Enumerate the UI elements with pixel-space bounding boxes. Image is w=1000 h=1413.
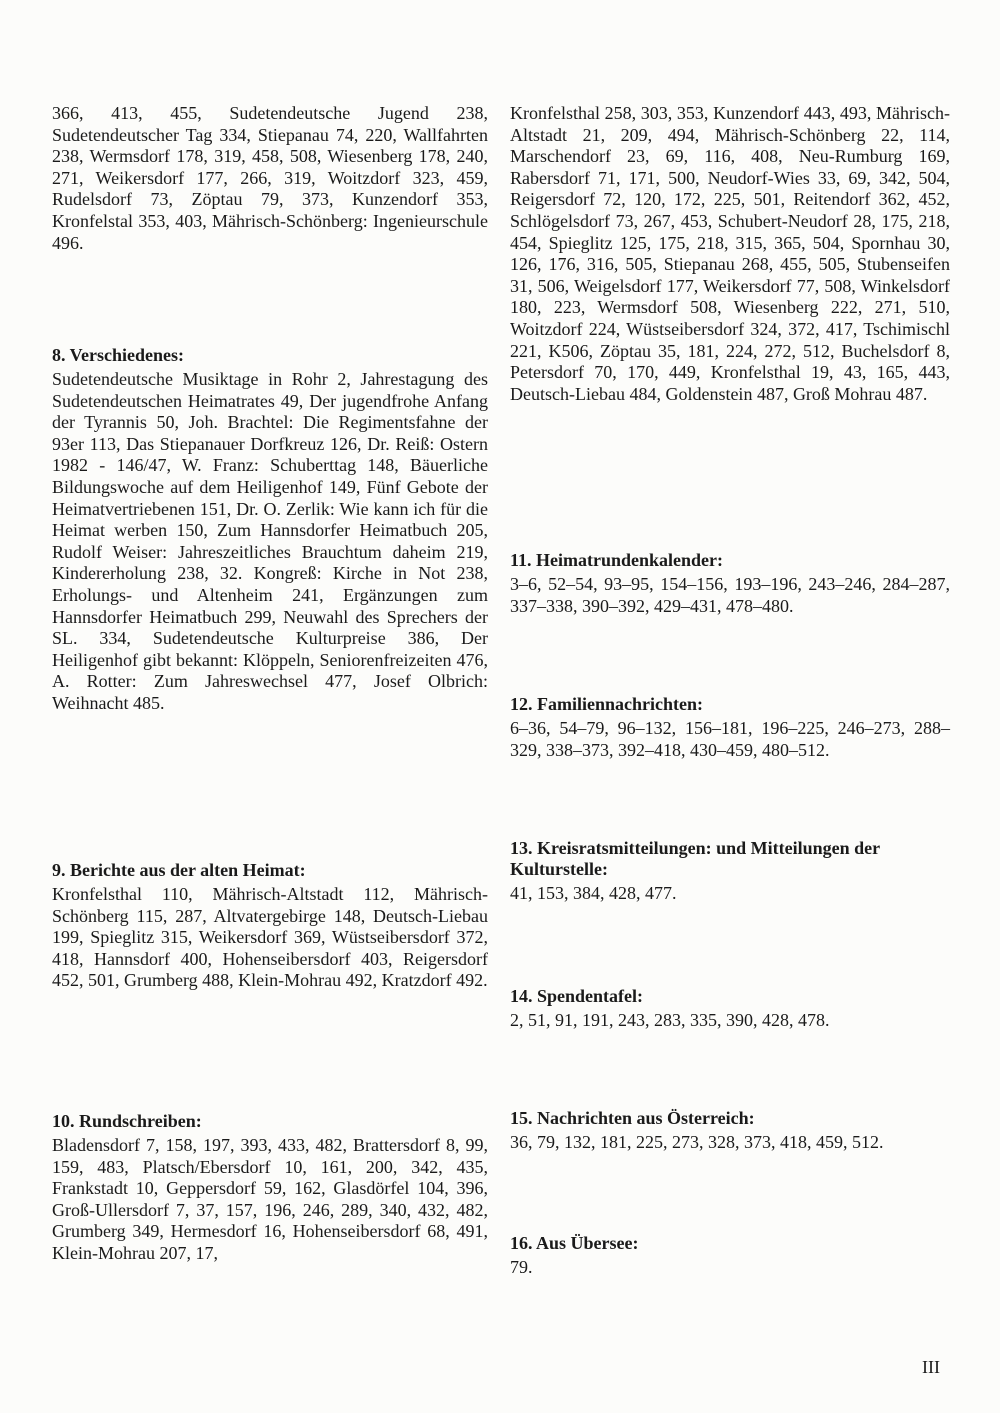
section-11 [510,550,950,617]
section-15 [510,1108,950,1154]
section-8-heading: 8. Verschiedenes: [52,345,184,365]
section-10-text: Bladensdorf 7, 158, 197, 393, 433, 482, Brattersdorf 8, 99, 159, 483, Platsch/Ebersdorf 10, 161, 200, 342, 435, Frankstadt 10, Geppersdorf 59, 162, Glasdörfel 104, 396, Groß-Ullersdorf 7, 37, 157, 196, 246, 289, 340, 432, 482, Grumberg 349, Hermesdorf 16, Hohenseibersdorf 68, 491, Klein-Mohrau 207, 17, [52,1135,488,1263]
section-11-heading: 11. Heimatrundenkalender: [510,550,724,570]
section-16-heading: 16. Aus Übersee: [510,1233,639,1253]
section-12-text: 6–36, 54–79, 96–132, 156–181, 196–225, 246–273, 288–329, 338–373, 392–418, 430–459, 480–512. [510,718,950,760]
section-8 [52,345,488,715]
section-15-heading: 15. Nachrichten aus Österreich: [510,1108,755,1128]
section-14-text: 2, 51, 91, 191, 243, 283, 335, 390, 428, 478. [510,1010,830,1030]
section-13-heading: 13. Kreisratsmitteilungen: und Mitteilungen der Kulturstelle: [510,838,880,879]
section-13-text: 41, 153, 384, 428, 477. [510,883,677,903]
section-15-text: 36, 79, 132, 181, 225, 273, 328, 373, 418, 459, 512. [510,1132,884,1152]
section-16 [510,1233,950,1279]
section-14-heading: 14. Spendentafel: [510,986,644,1006]
section-12-heading: 12. Familiennachrichten: [510,694,703,714]
section-7-continuation [52,103,488,254]
section-9 [52,860,488,992]
page-number: III [922,1357,940,1377]
section-16-text: 79. [510,1257,533,1277]
section-10-continuation [510,103,950,405]
section-9-heading: 9. Berichte aus der alten Heimat: [52,860,306,880]
section-10-continued-text: Kronfelsthal 258, 303, 353, Kunzendorf 443, 493, Mährisch-Altstadt 21, 209, 494, Mährisch-Schönberg 22, 114, Marschendorf 23, 69, 116, 408, Neu-Rumburg 169, Rabersdorf 71, 171, 500, Neudorf-Wies 33, 69, 342, 504, Reigersdorf 72, 120, 172, 225, 501, Reitendorf 362, 452, Schlögelsdorf 73, 267, 453, Schubert-Neudorf 28, 175, 218, 454, Spieglitz 125, 175, 218, 315, 365, 504, Spornhau 30, 126, 176, 316, 505, Stiepanau 268, 455, 505, Stubenseifen 31, 506, Weigelsdorf 177, Weikersdorf 77, 508, Winkelsdorf 180, 223, Wermsdorf 508, Wiesenberg 222, 271, 510, Woitzdorf 224, Wüstseibersdorf 324, 372, 417, Tschimischl 221, K506, Zöptau 35, 181, 224, 272, 512, Buchelsdorf 8, Petersdorf 70, 170, 449, Kronfelsthal 19, 43, 165, 443, Deutsch-Liebau 484, Goldenstein 487, Groß Mohrau 487. [510,103,950,404]
section-12 [510,694,950,761]
section-11-text: 3–6, 52–54, 93–95, 154–156, 193–196, 243–246, 284–287, 337–338, 390–392, 429–431, 478–480. [510,574,950,616]
section-8-text: Sudetendeutsche Musiktage in Rohr 2, Jahrestagung des Sudetendeutschen Heimatrates 49, Der jugendfrohe Anfang der Tyrannis 50, Joh. Brachtel: Die Regimentsfahne der 93er 113, Das Stiepanauer Dorfkreuz 126, Dr. Reiß: Ostern 1982 - 146/47, W. Franz: Schuberttag 148, Bäuerliche Bildungswoche auf dem Heiligenhof 149, Fünf Gebote der Heimatvertriebenen 151, Dr. O. Zerlik: Wie kann ich für die Heimat werben 150, Zum Hannsdorfer Heimatbuch 205, Rudolf Weiser: Jahreszeitliches Brauchtum daheim 219, Kindererholung 238, 32. Kongreß: Kirche in Not 238, Erholungs- und Altenheim 241, Ergänzungen zum Hannsdorfer Heimatbuch 299, Neuwahl des Sprechers der SL. 334, Sudetendeutsche Kulturpreise 386, Der Heiligenhof gibt bekannt: Klöppeln, Seniorenfreizeiten 476, A. Rotter: Zum Jahreswechsel 477, Josef Olbrich: Weihnacht 485. [52,369,488,713]
section-10-heading: 10. Rundschreiben: [52,1111,202,1131]
section-14 [510,986,950,1032]
section-10 [52,1111,488,1265]
section-7-text: 366, 413, 455, Sudetendeutsche Jugend 238, Sudetendeutscher Tag 334, Stiepanau 74, 220, Wallfahrten 238, Wermsdorf 178, 319, 458, 508, Wiesenberg 178, 240, 271, Weikersdorf 177, 266, 319, Woitzdorf 323, 459, Rudelsdorf 73, Zöptau 79, 373, Kunzendorf 353, Kronfelstal 353, 403, Mährisch-Schönberg: Ingenieurschule 496. [52,103,488,253]
section-13 [510,838,950,905]
section-9-text: Kronfelsthal 110, Mährisch-Altstadt 112, Mährisch-Schönberg 115, 287, Altvatergebirge 148, Deutsch-Liebau 199, Spieglitz 315, Weikersdorf 369, Wüstseibersdorf 372, 418, Hannsdorf 400, Hohenseibersdorf 403, Reigersdorf 452, 501, Grumberg 488, Klein-Mohrau 492, Kratzdorf 492. [52,884,488,991]
